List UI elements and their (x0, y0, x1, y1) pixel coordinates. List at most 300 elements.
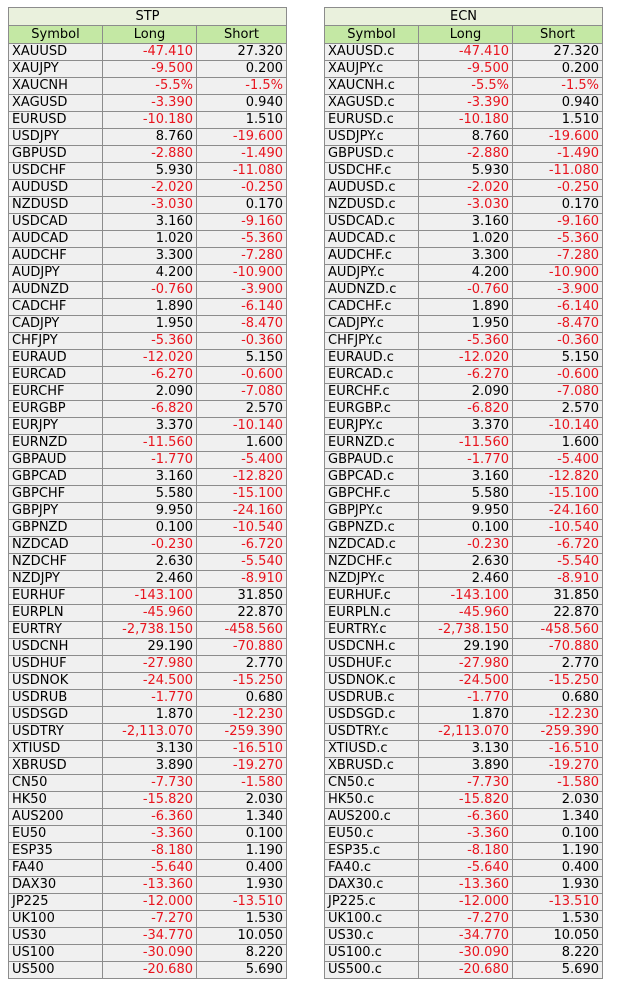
ecn-symbol-cell: GBPCHF.c (325, 486, 419, 503)
stp-table-row (9, 520, 287, 537)
stp-symbol-cell: CN50 (9, 775, 103, 792)
ecn-short-cell: 1.190 (513, 843, 603, 860)
ecn-symbol-cell: GBPCAD.c (325, 469, 419, 486)
stp-short-cell: -9.160 (197, 214, 287, 231)
stp-long-cell: -1.770 (103, 452, 197, 469)
ecn-short-cell: 0.680 (513, 690, 603, 707)
stp-short-cell: -7.280 (197, 248, 287, 265)
ecn-long-cell: 2.460 (419, 571, 513, 588)
ecn-symbol-cell: ESP35.c (325, 843, 419, 860)
ecn-header-short: Short (513, 26, 603, 44)
ecn-table-row (325, 605, 603, 622)
ecn-short-cell: 5.150 (513, 350, 603, 367)
stp-table-row (9, 486, 287, 503)
stp-symbol-cell: EURTRY (9, 622, 103, 639)
stp-long-cell: 3.130 (103, 741, 197, 758)
ecn-short-cell: -5.360 (513, 231, 603, 248)
stp-short-cell: 1.340 (197, 809, 287, 826)
stp-short-cell: 1.190 (197, 843, 287, 860)
stp-long-cell: -34.770 (103, 928, 197, 945)
ecn-short-cell: 0.940 (513, 95, 603, 112)
stp-short-cell: -10.140 (197, 418, 287, 435)
ecn-table-row (325, 78, 603, 95)
stp-table-row (9, 758, 287, 775)
stp-short-cell: -13.510 (197, 894, 287, 911)
ecn-long-cell: -12.000 (419, 894, 513, 911)
ecn-long-cell: -10.180 (419, 112, 513, 129)
ecn-long-cell: -3.030 (419, 197, 513, 214)
ecn-symbol-cell: EURGBP.c (325, 401, 419, 418)
ecn-table-row (325, 163, 603, 180)
stp-short-cell: -458.560 (197, 622, 287, 639)
stp-symbol-cell: US30 (9, 928, 103, 945)
ecn-symbol-cell: NZDCAD.c (325, 537, 419, 554)
ecn-long-cell: 2.630 (419, 554, 513, 571)
ecn-table-row (325, 656, 603, 673)
stp-table-row (9, 809, 287, 826)
ecn-table-row (325, 928, 603, 945)
stp-long-cell: -24.500 (103, 673, 197, 690)
stp-long-cell: 3.890 (103, 758, 197, 775)
stp-long-cell: -5.640 (103, 860, 197, 877)
ecn-symbol-cell: EURCHF.c (325, 384, 419, 401)
ecn-symbol-cell: FA40.c (325, 860, 419, 877)
ecn-table-row (325, 707, 603, 724)
stp-symbol-cell: NZDJPY (9, 571, 103, 588)
ecn-short-cell: 1.600 (513, 435, 603, 452)
ecn-long-cell: -7.270 (419, 911, 513, 928)
ecn-table-row (325, 639, 603, 656)
stp-table-row (9, 588, 287, 605)
stp-symbol-cell: HK50 (9, 792, 103, 809)
ecn-short-cell: 0.170 (513, 197, 603, 214)
stp-symbol-cell: XAGUSD (9, 95, 103, 112)
stp-table-row (9, 894, 287, 911)
ecn-long-cell: -27.980 (419, 656, 513, 673)
stp-short-cell: 0.400 (197, 860, 287, 877)
ecn-table-row (325, 248, 603, 265)
ecn-table-row (325, 435, 603, 452)
stp-short-cell: -5.360 (197, 231, 287, 248)
ecn-long-cell: 3.160 (419, 214, 513, 231)
ecn-long-cell: -5.5% (419, 78, 513, 95)
ecn-long-cell: 1.020 (419, 231, 513, 248)
stp-symbol-cell: USDCAD (9, 214, 103, 231)
ecn-symbol-cell: AUDCAD.c (325, 231, 419, 248)
ecn-table-row (325, 214, 603, 231)
ecn-long-cell: -5.640 (419, 860, 513, 877)
stp-table-row (9, 724, 287, 741)
stp-symbol-cell: USDTRY (9, 724, 103, 741)
stp-short-cell: 1.600 (197, 435, 287, 452)
stp-long-cell: -2,113.070 (103, 724, 197, 741)
ecn-table-row (325, 809, 603, 826)
ecn-long-cell: -11.560 (419, 435, 513, 452)
stp-symbol-cell: USDCHF (9, 163, 103, 180)
stp-long-cell: -10.180 (103, 112, 197, 129)
ecn-short-cell: -12.230 (513, 707, 603, 724)
stp-table-row (9, 571, 287, 588)
ecn-long-cell: -15.820 (419, 792, 513, 809)
stp-symbol-cell: EURJPY (9, 418, 103, 435)
stp-table-row (9, 367, 287, 384)
stp-long-cell: -0.760 (103, 282, 197, 299)
stp-long-cell: -3.360 (103, 826, 197, 843)
ecn-short-cell: -10.540 (513, 520, 603, 537)
ecn-symbol-cell: DAX30.c (325, 877, 419, 894)
ecn-long-cell: -34.770 (419, 928, 513, 945)
stp-symbol-cell: AUDNZD (9, 282, 103, 299)
ecn-table-row (325, 775, 603, 792)
ecn-table-row (325, 231, 603, 248)
ecn-symbol-cell: EURTRY.c (325, 622, 419, 639)
ecn-long-cell: -2,738.150 (419, 622, 513, 639)
ecn-symbol-cell: XTIUSD.c (325, 741, 419, 758)
ecn-symbol-cell: USDSGD.c (325, 707, 419, 724)
ecn-long-cell: -6.270 (419, 367, 513, 384)
stp-short-cell: -6.720 (197, 537, 287, 554)
stp-symbol-cell: USDNOK (9, 673, 103, 690)
ecn-table-row (325, 299, 603, 316)
ecn-symbol-cell: AUS200.c (325, 809, 419, 826)
stp-short-cell: 2.570 (197, 401, 287, 418)
ecn-short-cell: -15.100 (513, 486, 603, 503)
stp-symbol-cell: GBPJPY (9, 503, 103, 520)
ecn-short-cell: 10.050 (513, 928, 603, 945)
ecn-table-body (325, 44, 603, 979)
stp-symbol-cell: EURPLN (9, 605, 103, 622)
stp-short-cell: -7.080 (197, 384, 287, 401)
ecn-table-row (325, 469, 603, 486)
ecn-short-cell: 2.030 (513, 792, 603, 809)
ecn-table-row (325, 792, 603, 809)
stp-long-cell: 0.100 (103, 520, 197, 537)
ecn-table-row (325, 622, 603, 639)
ecn-table-row (325, 945, 603, 962)
stp-symbol-cell: GBPCAD (9, 469, 103, 486)
ecn-short-cell: -16.510 (513, 741, 603, 758)
ecn-short-cell: 5.690 (513, 962, 603, 979)
stp-table-row (9, 44, 287, 61)
ecn-short-cell: -3.900 (513, 282, 603, 299)
ecn-short-cell: 8.220 (513, 945, 603, 962)
stp-long-cell: 29.190 (103, 639, 197, 656)
ecn-table-row (325, 316, 603, 333)
stp-table-row (9, 180, 287, 197)
stp-table-row (9, 401, 287, 418)
stp-table-row (9, 792, 287, 809)
ecn-symbol-cell: EURUSD.c (325, 112, 419, 129)
stp-table-row (9, 945, 287, 962)
ecn-short-cell: 1.340 (513, 809, 603, 826)
stp-symbol-cell: GBPNZD (9, 520, 103, 537)
stp-table-row (9, 707, 287, 724)
ecn-long-cell: 1.870 (419, 707, 513, 724)
stp-table-row (9, 452, 287, 469)
ecn-long-cell: 0.100 (419, 520, 513, 537)
stp-table-row (9, 129, 287, 146)
ecn-long-cell: -2.880 (419, 146, 513, 163)
stp-short-cell: -70.880 (197, 639, 287, 656)
ecn-short-cell: -6.720 (513, 537, 603, 554)
stp-long-cell: -7.270 (103, 911, 197, 928)
ecn-short-cell: 0.400 (513, 860, 603, 877)
stp-short-cell: -8.910 (197, 571, 287, 588)
stp-long-cell: 1.020 (103, 231, 197, 248)
stp-symbol-cell: EURGBP (9, 401, 103, 418)
stp-long-cell: -11.560 (103, 435, 197, 452)
ecn-short-cell: -13.510 (513, 894, 603, 911)
ecn-symbol-cell: AUDJPY.c (325, 265, 419, 282)
stp-short-cell: 0.940 (197, 95, 287, 112)
stp-symbol-cell: ESP35 (9, 843, 103, 860)
ecn-symbol-cell: USDTRY.c (325, 724, 419, 741)
ecn-table-row (325, 741, 603, 758)
stp-long-cell: 1.890 (103, 299, 197, 316)
stp-long-cell: 4.200 (103, 265, 197, 282)
ecn-short-cell: -1.490 (513, 146, 603, 163)
ecn-symbol-cell: XAUUSD.c (325, 44, 419, 61)
stp-long-cell: -2.880 (103, 146, 197, 163)
stp-symbol-cell: CADCHF (9, 299, 103, 316)
stp-long-cell: 2.630 (103, 554, 197, 571)
stp-short-cell: 5.690 (197, 962, 287, 979)
ecn-symbol-cell: NZDCHF.c (325, 554, 419, 571)
ecn-long-cell: -2,113.070 (419, 724, 513, 741)
ecn-table-row (325, 894, 603, 911)
stp-table-row (9, 622, 287, 639)
stp-table-row (9, 146, 287, 163)
ecn-symbol-cell: GBPUSD.c (325, 146, 419, 163)
stp-short-cell: 2.030 (197, 792, 287, 809)
ecn-long-cell: 3.370 (419, 418, 513, 435)
stp-symbol-cell: EURAUD (9, 350, 103, 367)
ecn-symbol-cell: AUDNZD.c (325, 282, 419, 299)
stp-table-row (9, 962, 287, 979)
stp-symbol-cell: GBPAUD (9, 452, 103, 469)
ecn-table-row (325, 843, 603, 860)
stp-symbol-cell: XAUCNH (9, 78, 103, 95)
stp-long-cell: -6.820 (103, 401, 197, 418)
stp-short-cell: -10.540 (197, 520, 287, 537)
ecn-long-cell: 3.130 (419, 741, 513, 758)
ecn-symbol-cell: USDNOK.c (325, 673, 419, 690)
stp-short-cell: -3.900 (197, 282, 287, 299)
ecn-table-row (325, 503, 603, 520)
stp-symbol-cell: EURCHF (9, 384, 103, 401)
ecn-long-cell: 8.760 (419, 129, 513, 146)
stp-symbol-cell: AUDJPY (9, 265, 103, 282)
stp-table-row (9, 775, 287, 792)
stp-long-cell: 3.370 (103, 418, 197, 435)
stp-long-cell: -0.230 (103, 537, 197, 554)
ecn-long-cell: -30.090 (419, 945, 513, 962)
ecn-short-cell: -19.270 (513, 758, 603, 775)
ecn-symbol-cell: GBPJPY.c (325, 503, 419, 520)
ecn-long-cell: 3.890 (419, 758, 513, 775)
ecn-symbol-cell: CADCHF.c (325, 299, 419, 316)
stp-long-cell: 1.870 (103, 707, 197, 724)
stp-symbol-cell: EU50 (9, 826, 103, 843)
stp-long-cell: 5.930 (103, 163, 197, 180)
ecn-long-cell: -3.360 (419, 826, 513, 843)
ecn-table-row (325, 95, 603, 112)
stp-table-row (9, 95, 287, 112)
stp-long-cell: -30.090 (103, 945, 197, 962)
ecn-symbol-cell: USDCNH.c (325, 639, 419, 656)
stp-short-cell: -19.270 (197, 758, 287, 775)
stp-short-cell: -15.100 (197, 486, 287, 503)
stp-symbol-cell: GBPCHF (9, 486, 103, 503)
stp-table-row (9, 61, 287, 78)
ecn-table-row (325, 180, 603, 197)
ecn-short-cell: -10.140 (513, 418, 603, 435)
stp-short-cell: -0.250 (197, 180, 287, 197)
stp-short-cell: 0.170 (197, 197, 287, 214)
ecn-long-cell: -20.680 (419, 962, 513, 979)
ecn-short-cell: 0.200 (513, 61, 603, 78)
stp-short-cell: 31.850 (197, 588, 287, 605)
ecn-long-cell: 5.930 (419, 163, 513, 180)
stp-table-row (9, 197, 287, 214)
ecn-symbol-cell: EURCAD.c (325, 367, 419, 384)
stp-short-cell: -0.600 (197, 367, 287, 384)
ecn-short-cell: -70.880 (513, 639, 603, 656)
stp-symbol-cell: NZDUSD (9, 197, 103, 214)
stp-long-cell: -1.770 (103, 690, 197, 707)
stp-table-row (9, 316, 287, 333)
stp-symbol-cell: CHFJPY (9, 333, 103, 350)
stp-symbol-cell: USDJPY (9, 129, 103, 146)
ecn-long-cell: 1.890 (419, 299, 513, 316)
ecn-symbol-cell: USDJPY.c (325, 129, 419, 146)
stp-table-row (9, 384, 287, 401)
stp-table-row (9, 826, 287, 843)
stp-table-row (9, 78, 287, 95)
stp-symbol-cell: USDSGD (9, 707, 103, 724)
stp-symbol-cell: USDHUF (9, 656, 103, 673)
stp-short-cell: -0.360 (197, 333, 287, 350)
ecn-table-row (325, 452, 603, 469)
ecn-long-cell: -1.770 (419, 452, 513, 469)
ecn-long-cell: -2.020 (419, 180, 513, 197)
stp-long-cell: -12.000 (103, 894, 197, 911)
ecn-long-cell: -7.730 (419, 775, 513, 792)
stp-table-row (9, 435, 287, 452)
ecn-symbol-cell: EU50.c (325, 826, 419, 843)
ecn-symbol-cell: USDHUF.c (325, 656, 419, 673)
ecn-long-cell: -5.360 (419, 333, 513, 350)
ecn-swap-table (324, 7, 603, 979)
ecn-long-cell: 3.160 (419, 469, 513, 486)
ecn-symbol-cell: USDRUB.c (325, 690, 419, 707)
stp-long-cell: 3.160 (103, 214, 197, 231)
stp-symbol-cell: USDCNH (9, 639, 103, 656)
ecn-short-cell: -0.360 (513, 333, 603, 350)
ecn-table-row (325, 129, 603, 146)
ecn-table-row (325, 554, 603, 571)
ecn-long-cell: -6.820 (419, 401, 513, 418)
ecn-short-cell: 31.850 (513, 588, 603, 605)
ecn-short-cell: 22.870 (513, 605, 603, 622)
stp-symbol-cell: EURHUF (9, 588, 103, 605)
ecn-table-row (325, 673, 603, 690)
stp-short-cell: 8.220 (197, 945, 287, 962)
stp-symbol-cell: FA40 (9, 860, 103, 877)
ecn-long-cell: -24.500 (419, 673, 513, 690)
stp-table-row (9, 112, 287, 129)
ecn-symbol-cell: EURPLN.c (325, 605, 419, 622)
ecn-symbol-cell: XAGUSD.c (325, 95, 419, 112)
stp-table-row (9, 163, 287, 180)
stp-table-row (9, 503, 287, 520)
ecn-table-row (325, 724, 603, 741)
stp-table-row (9, 741, 287, 758)
stp-long-cell: -13.360 (103, 877, 197, 894)
stp-long-cell: -47.410 (103, 44, 197, 61)
ecn-symbol-cell: XBRUSD.c (325, 758, 419, 775)
ecn-long-cell: 29.190 (419, 639, 513, 656)
stp-short-cell: -8.470 (197, 316, 287, 333)
ecn-table-row (325, 350, 603, 367)
stp-table-title: STP (9, 8, 287, 26)
stp-table-row (9, 928, 287, 945)
ecn-table-row (325, 826, 603, 843)
stp-symbol-cell: AUDUSD (9, 180, 103, 197)
ecn-long-cell: -143.100 (419, 588, 513, 605)
ecn-symbol-cell: EURNZD.c (325, 435, 419, 452)
stp-long-cell: 9.950 (103, 503, 197, 520)
stp-symbol-cell: US500 (9, 962, 103, 979)
ecn-symbol-cell: US30.c (325, 928, 419, 945)
ecn-table-row (325, 690, 603, 707)
stp-table-row (9, 877, 287, 894)
ecn-symbol-cell: XAUJPY.c (325, 61, 419, 78)
ecn-long-cell: -13.360 (419, 877, 513, 894)
stp-short-cell: -15.250 (197, 673, 287, 690)
ecn-short-cell: -5.540 (513, 554, 603, 571)
ecn-long-cell: -9.500 (419, 61, 513, 78)
ecn-symbol-cell: AUDUSD.c (325, 180, 419, 197)
ecn-long-cell: -45.960 (419, 605, 513, 622)
ecn-long-cell: -47.410 (419, 44, 513, 61)
stp-table-row (9, 639, 287, 656)
stp-table-row (9, 656, 287, 673)
ecn-symbol-cell: JP225.c (325, 894, 419, 911)
stp-short-cell: -24.160 (197, 503, 287, 520)
stp-symbol-cell: UK100 (9, 911, 103, 928)
stp-short-cell: -6.140 (197, 299, 287, 316)
ecn-table-row (325, 911, 603, 928)
ecn-table-row (325, 571, 603, 588)
stp-long-cell: -5.360 (103, 333, 197, 350)
stp-header-long: Long (103, 26, 197, 44)
stp-header-short: Short (197, 26, 287, 44)
stp-table-row (9, 554, 287, 571)
ecn-short-cell: -6.140 (513, 299, 603, 316)
ecn-short-cell: -8.470 (513, 316, 603, 333)
stp-short-cell: 27.320 (197, 44, 287, 61)
stp-short-cell: 10.050 (197, 928, 287, 945)
stp-table-row (9, 605, 287, 622)
stp-long-cell: -143.100 (103, 588, 197, 605)
ecn-table-row (325, 520, 603, 537)
ecn-table-row (325, 367, 603, 384)
stp-table-body (9, 44, 287, 979)
ecn-symbol-cell: EURHUF.c (325, 588, 419, 605)
stp-table-row (9, 231, 287, 248)
ecn-short-cell: -0.250 (513, 180, 603, 197)
